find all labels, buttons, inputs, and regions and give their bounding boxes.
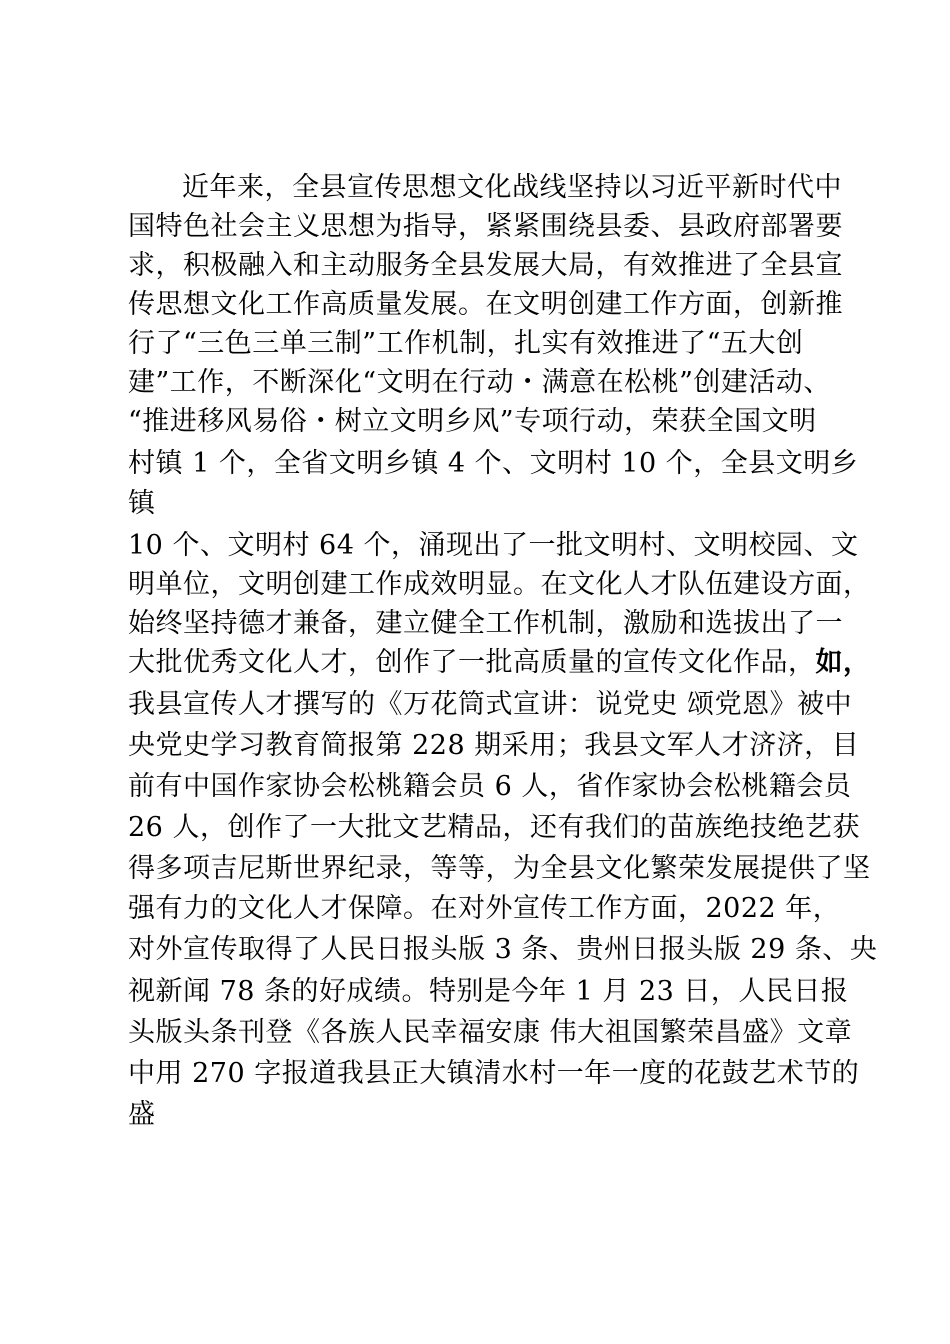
text-line-13 [128,647,871,679]
text-line-15: 央党史学习教育简报第 228 期采用；我县文军人才济济，目 [128,730,860,761]
text-line-16: 前有中国作家协会松桃籍会员 6 人，省作家协会松桃籍会员 [128,771,852,802]
text-line-2: 国特色社会主义思想为指导，紧紧围绕县委、县政府部署要 [128,211,843,242]
text-line-7: “推进移风易俗・树立文明乡风”专项行动，荣获全国文明 [128,406,817,437]
text-line-8: 村镇 1 个，全省文明乡镇 4 个、文明村 10 个，全县文明乡 [128,448,859,479]
text-line-5: 行了“三色三单三制”工作机制，扎实有效推进了“五大创 [128,328,804,359]
text-line-20: 对外宣传取得了人民日报头版 3 条、贵州日报头版 29 条、央 [128,934,878,965]
text-line-6: 建”工作，不断深化“文明在行动・满意在松桃”创建活动、 [128,367,831,398]
text-line-1: 近年来，全县宣传思想文化战线坚持以习近平新时代中 [182,172,842,203]
text-line-3: 求，积极融入和主动服务全县发展大局，有效推进了全县宣 [128,250,843,281]
text-line-18: 得多项吉尼斯世界纪录，等等，为全县文化繁荣发展提供了坚 [128,853,871,884]
text-line-13-body: 大批优秀文化人才，创作了一批高质量的宣传文化作品， [128,647,816,678]
text-line-21: 视新闻 78 条的好成绩。特别是今年 1 月 23 日，人民日报 [128,976,849,1007]
text-line-10: 10 个、文明村 64 个，涌现出了一批文明村、文明校园、文 [128,530,859,561]
text-line-17: 26 人，创作了一大批文艺精品，还有我们的苗族绝技绝艺获 [128,812,860,843]
text-line-11: 明单位，文明创建工作成效明显。在文化人才队伍建设方面， [128,569,871,600]
text-line-22: 头版头条刊登《各族人民幸福安康 伟大祖国繁荣昌盛》文章 [128,1017,853,1048]
text-line-12: 始终坚持德才兼备，建立健全工作机制，激励和选拔出了一 [128,608,843,639]
text-line-4: 传思想文化工作高质量发展。在文明创建工作方面，创新推 [128,289,843,320]
text-line-23: 中用 270 字报道我县正大镇清水村一年一度的花鼓艺术节的 [128,1058,860,1089]
text-line-9: 镇 [128,488,156,519]
text-line-14: 我县宣传人才撰写的《万花筒式宣讲：说党史 颂党恩》被中 [128,689,853,720]
bold-emphasis: 如， [815,647,871,678]
text-line-19: 强有力的文化人才保障。在对外宣传工作方面，2022 年， [128,893,841,924]
text-line-24: 盛 [128,1099,156,1130]
